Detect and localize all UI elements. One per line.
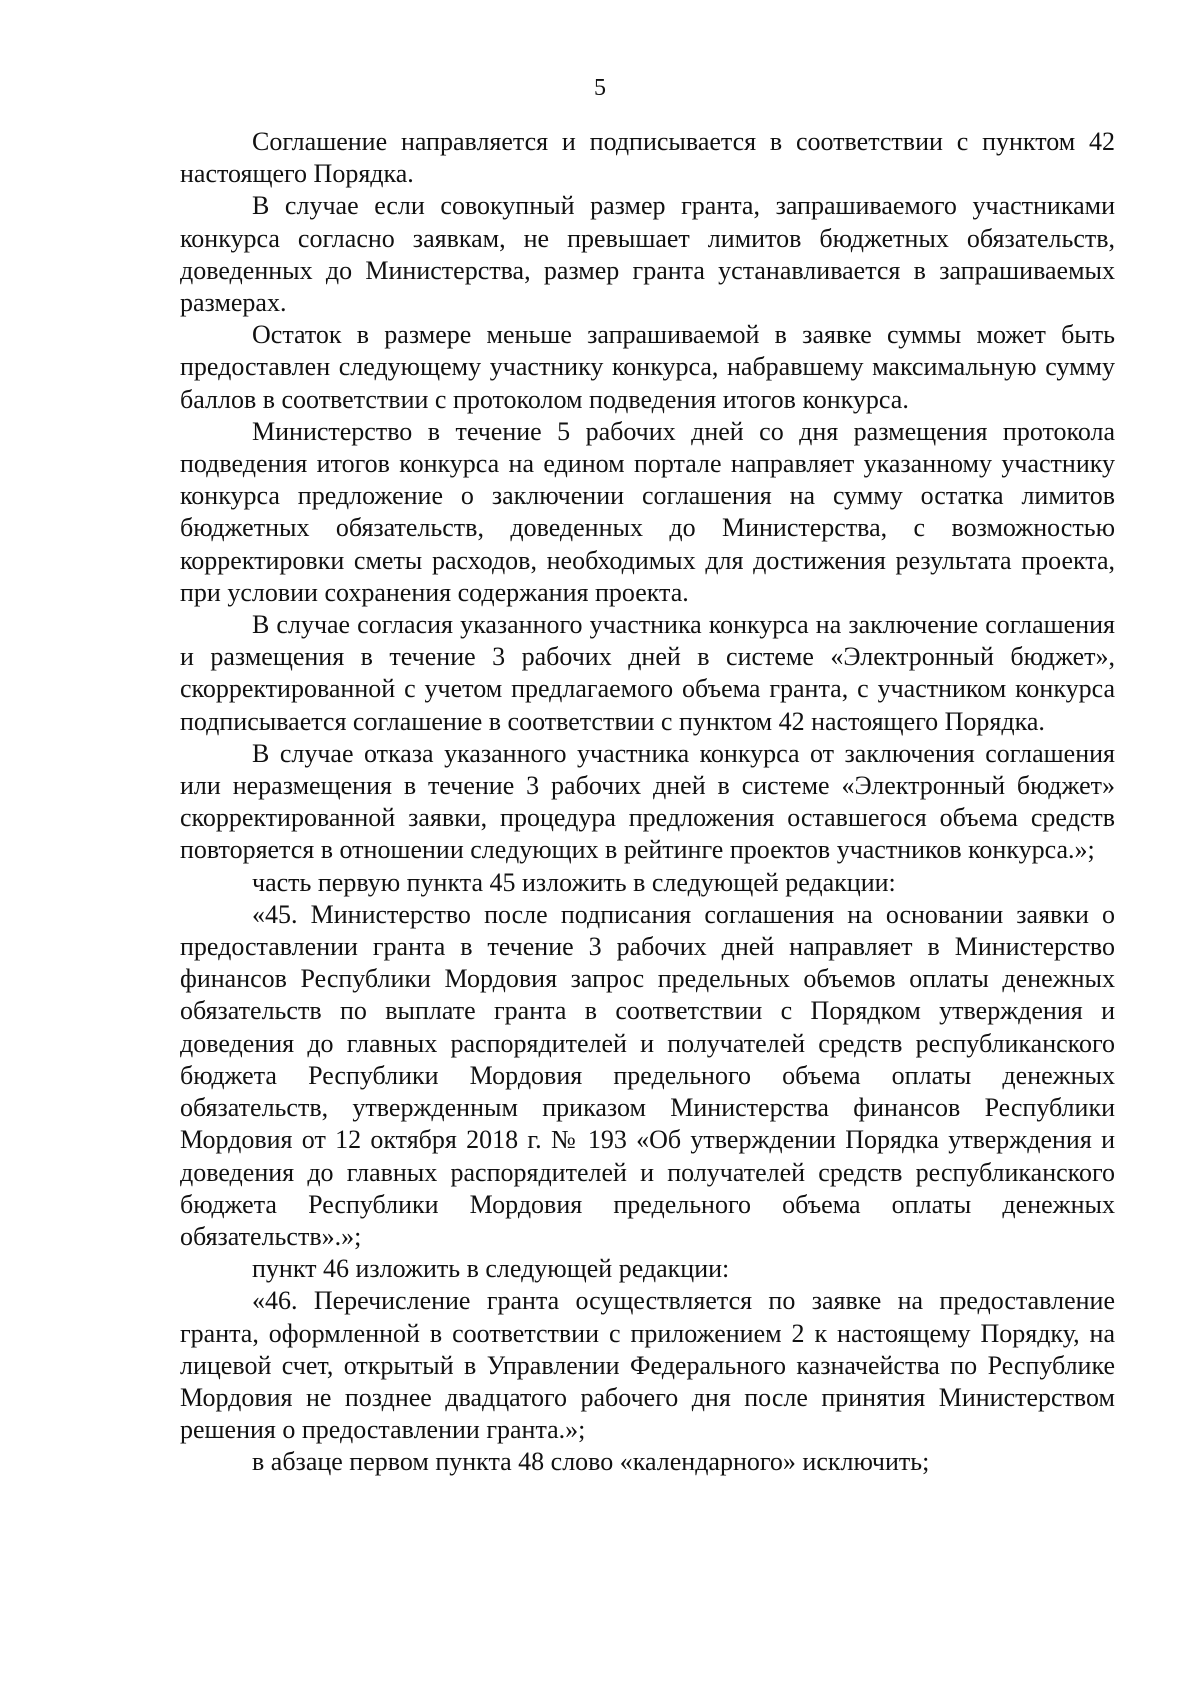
paragraph-participant-refusal: В случае отказа указанного участника конкурса от заключения соглашения или неразмещения в течение 3 рабочих дней в системе «Электронный бюджет» скорректированной заявки, процедура предложения оставшегося объема средств повторяется в отношении следующих в рейтинге проектов участников конкурса.»; (180, 738, 1115, 865)
paragraph-ministry-offer: Министерство в течение 5 рабочих дней со дня размещения протокола подведения итогов конкурса на едином портале направляет указанному участнику конкурса предложение о заключении соглашения на сумму остатка лимитов бюджетных обязательств, доведенных до Министерства, с возможностью корректировки сметы расходов, необходимых для достижения результата проекта, при условии сохранения содержания проекта. (180, 416, 1115, 607)
paragraph-amend-item-45: часть первую пункта 45 изложить в следующей редакции: (252, 867, 896, 897)
paragraph-item-46-text: «46. Перечисление гранта осуществляется по заявке на предоставление гранта, оформленной в соответствии с приложением 2 к настоящему Порядку, на лицевой счет, открытый в Управлении Федерального казначейства по Республике Мордовия не позднее двадцатого рабочего дня после принятия Министерством решения о предоставлении гранта.»; (180, 1286, 1115, 1445)
paragraph-participant-consent: В случае согласия указанного участника конкурса на заключение соглашения и размещения в течение 3 рабочих дней в системе «Электронный бюджет», скорректированной с учетом предлагаемого объема гранта, с участником конкурса подписывается соглашение в соответствии с пунктом 42 настоящего Порядка. (180, 610, 1115, 736)
document-body (180, 126, 1115, 1479)
paragraph-agreement-signing: Соглашение направляется и подписывается в соответствии с пунктом 42 настоящего Порядка. (180, 127, 1115, 189)
page-number: 5 (594, 75, 606, 101)
paragraph-amend-item-48: в абзаце первом пункта 48 слово «календарного» исключить; (252, 1447, 930, 1477)
paragraph-remaining-amount: Остаток в размере меньше запрашиваемой в заявке суммы может быть предоставлен следующему участнику конкурса, набравшему максимальную сумму баллов в соответствии с протоколом подведения итогов конкурса. (180, 320, 1115, 414)
paragraph-item-45-text: «45. Министерство после подписания соглашения на основании заявки о предоставлении гранта в течение 3 рабочих дней направляет в Министерство финансов Республики Мордовия запрос предельных объемов оплаты денежных обязательств по выплате гранта в соответствии с Порядком утверждения и доведения до главных распорядителей и получателей средств республиканского бюджета Республики Мордовия предельного объема оплаты денежных обязательств, утвержденным приказом Министерства финансов Республики Мордовия от 12 октября 2018 г. № 193 «Об утверждении Порядка утверждения и доведения до главных распорядителей и получателей средств республиканского бюджета Республики Мордовия предельного объема оплаты денежных обязательств».»; (180, 899, 1115, 1251)
paragraph-amend-item-46: пункт 46 изложить в следующей редакции: (252, 1254, 730, 1284)
paragraph-total-grant-size: В случае если совокупный размер гранта, запрашиваемого участниками конкурса согласно заявкам, не превышает лимитов бюджетных обязательств, доведенных до Министерства, размер гранта устанавливается в запрашиваемых размерах. (180, 191, 1115, 318)
